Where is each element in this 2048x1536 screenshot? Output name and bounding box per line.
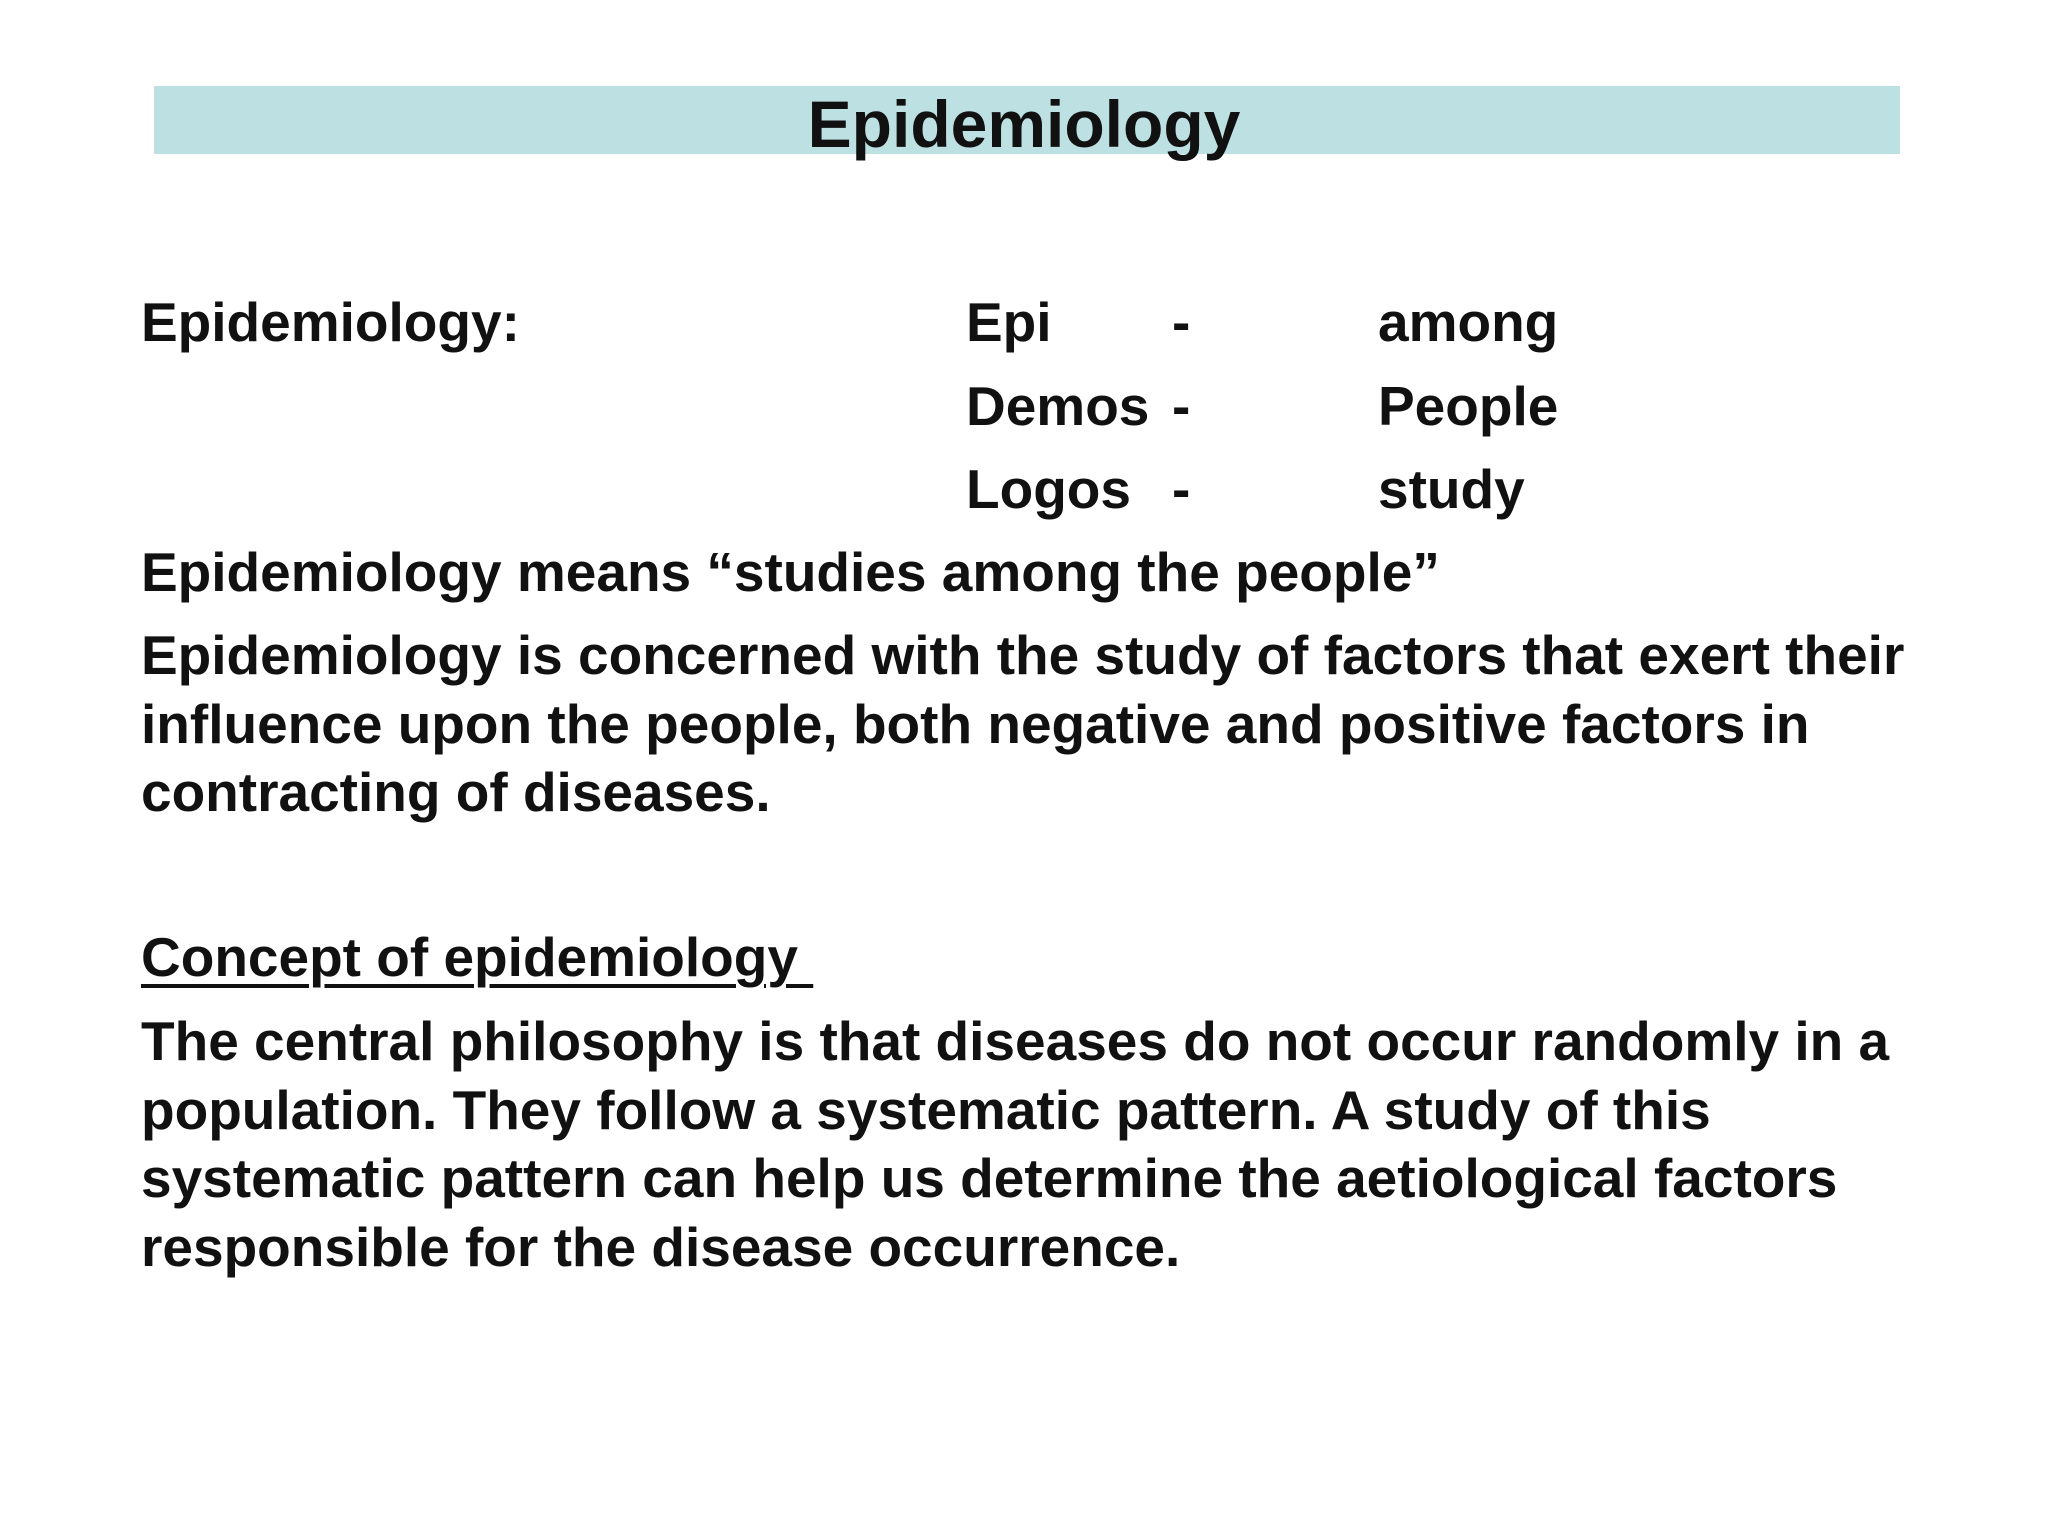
concern-paragraph: Epidemiology is concerned with the study of factors that exert their influence upon the people, both negative and positive factors in contracting of diseases. xyxy=(141,624,1905,823)
slide-title: Epidemiology xyxy=(807,87,1241,161)
etymology-dash: - xyxy=(1172,291,1191,353)
meaning-line: Epidemiology means “studies among the people” xyxy=(141,541,1440,603)
concept-heading-text: Concept of epidemiology xyxy=(141,926,814,988)
etymology-term: Logos xyxy=(966,458,1131,520)
etymology-dash: - xyxy=(1172,375,1191,437)
etymology-label: Epidemiology: xyxy=(141,291,520,353)
concept-heading xyxy=(141,923,813,991)
etymology-meaning: People xyxy=(1378,375,1559,437)
concept-paragraph: The central philosophy is that diseases do not occur randomly in a population. They follow a systematic pattern. A study of this systematic pattern can help us determine the aetiological factors responsible for the disease occurrence. xyxy=(141,1010,1890,1278)
etymology-dash: - xyxy=(1172,458,1191,520)
etymology-meaning: among xyxy=(1378,291,1559,353)
etymology-term: Epi xyxy=(966,291,1052,353)
etymology-meaning: study xyxy=(1378,458,1525,520)
etymology-term: Demos xyxy=(966,375,1150,437)
